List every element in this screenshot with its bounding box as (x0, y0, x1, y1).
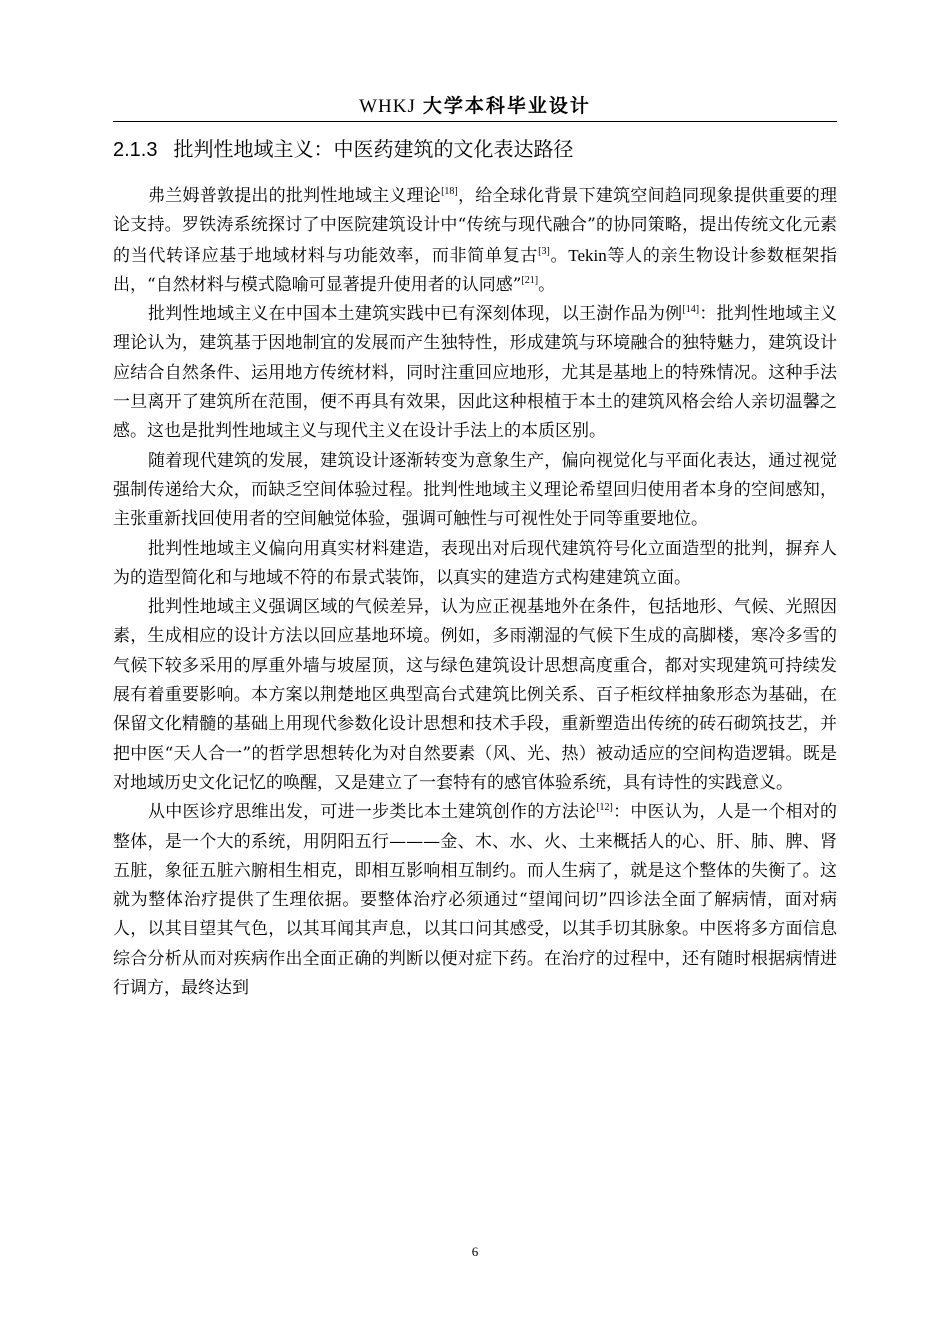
author-name: Tekin (568, 245, 607, 265)
section-number: 2.1.3 (113, 139, 158, 161)
header-cjk-text: 大学本科毕业设计 (422, 95, 591, 117)
paragraph-3: 随着现代建筑的发展，建筑设计逐渐转变为意象生产，偏向视觉化与平面化表达，通过视觉强制传递给大众，而缺乏空间体验过程。批判性地域主义理论希望回归使用者本身的空间感知，主张重新找回使用者的空间触觉体验，强调可触性与可视性处于同等重要地位。 (113, 450, 837, 530)
paragraph-5: 批判性地域主义强调区域的气候差异，认为应正视基地外在条件，包括地形、气候、光照因素，生成相应的设计方法以回应基地环境。例如，多雨潮湿的气候下生成的高脚楼，寒冷多雪的气候下较多采用的厚重外墙与坡屋顶，这与绿色建筑设计思想高度重合，都对实现建筑可持续发展有着重要影响。本方案以荆楚地区典型高台式建筑比例关系、百子柜纹样抽象形态为基础，在保留文化精髓的基础上用现代参数化设计思想和技术手段，重新塑造出传统的砖石砌筑技艺，并把中医“天人合一”的哲学思想转化为对自然要素（风、光、热）被动适应的空间构造逻辑。既是对地域历史文化记忆的唤醒，又是建立了一套特有的感官体验系统，具有诗性的实践意义。 (113, 597, 837, 793)
paragraph-text: 。 (538, 274, 556, 295)
paragraph-6 (113, 798, 837, 1003)
section-heading (113, 134, 837, 165)
paragraph-2 (113, 300, 837, 446)
citation: [21] (521, 274, 539, 286)
paragraph-1 (113, 182, 837, 300)
body-text (113, 182, 837, 1003)
paragraph-text: ：批判性地域主义理论认为，建筑基于因地制宜的发展而产生独特性，形成建筑与环境融合的独特魅力，建筑设计应结合自然条件、运用地方传统材料，同时注重回应地形，尤其是基地上的特殊情况。这种手法一旦离开了建筑所在范围，便不再具有效果，因此这种根植于本土的建筑风格会给人亲切温馨之感。这也是批判性地域主义与现代主义在设计手法上的本质区别。 (113, 304, 838, 442)
citation: [14] (682, 304, 700, 316)
paragraph-text: 。 (549, 245, 569, 266)
page-number: 6 (471, 1244, 479, 1259)
paragraph-4: 批判性地域主义偏向用真实材料建造，表现出对后现代建筑符号化立面造型的批判，摒弃人为的造型简化和与地域不符的布景式装饰，以真实的建造方式构建建筑立面。 (113, 538, 837, 588)
citation: [12] (596, 802, 613, 814)
paragraph-text: ：中医认为，人是一个相对的整体，是一个大的系统，用阴阳五行———金、木、水、火、土来概括人的心、肝、肺、脾、肾五脏，象征五脏六腑相生相克，即相互影响相互制约。而人生病了，就是这个整体的失衡了。这就为整体治疗提供了生理依据。要整体治疗必须通过“望闻问切”四诊法全面了解病情，面对病人，以其目望其气色，以其耳闻其声息，以其口问其感受，以其手切其脉象。中医将多方面信息综合分析从而对疾病作出全面正确的判断以便对症下药。在治疗的过程中，还有随时根据病情进行调方，最终达到 (113, 802, 837, 999)
header-latin-text: WHKJ (359, 96, 416, 117)
paragraph-text: 等人的亲生物设计参数框架指出，“自然材料与模式隐喻可显著提升使用者的认同感” (113, 245, 838, 295)
paragraph-text: 从中医诊疗思维出发，可进一步类比本土建筑创作的方法论 (148, 802, 597, 823)
citation: [18] (441, 186, 458, 197)
header-divider (113, 121, 837, 122)
paragraph-text: 批判性地域主义在中国本土建筑实践中已有深刻体现，以王澍作品为例 (148, 304, 683, 325)
paragraph-text: 弗兰姆普敦提出的批判性地域主义理论 (148, 186, 442, 206)
citation: [3] (538, 245, 550, 257)
paragraph-text: ，给全球化背景下建筑空间趋同现象提供重要的理论支持。罗铁涛系统探讨了中医院建筑设计中“传统与现代融合”的协同策略，提出传统文化元素的当代转译应基于地域材料与功能效率，而非简单复古 (113, 186, 838, 266)
section-title: 批判性地域主义：中医药建筑的文化表达路径 (173, 137, 574, 161)
page-header (113, 92, 837, 121)
